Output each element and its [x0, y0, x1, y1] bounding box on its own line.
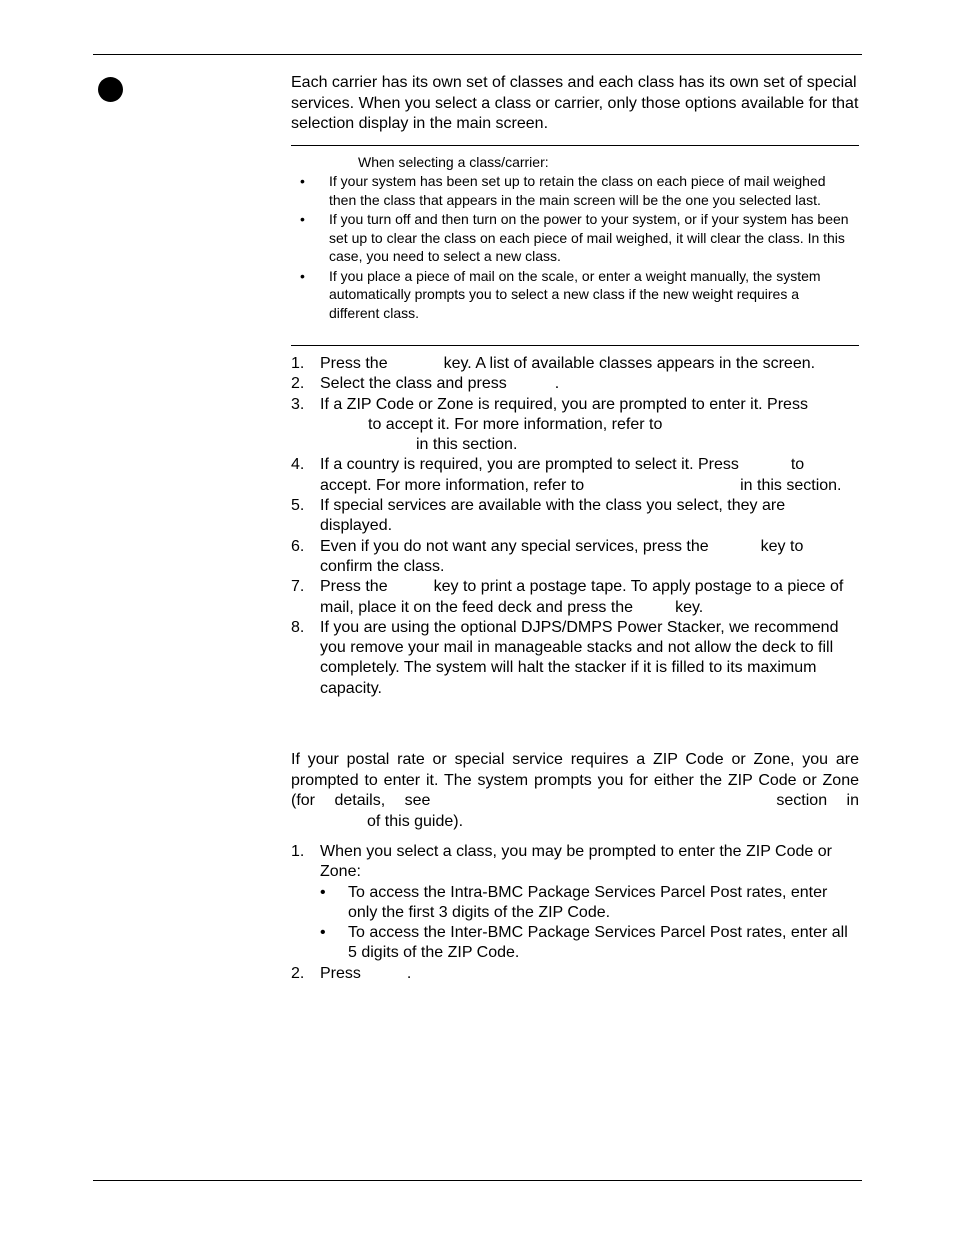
bullet-icon: •	[320, 883, 326, 901]
step-text: in this section.	[416, 436, 518, 454]
step-text: When you select a class, you may be prompted to enter the ZIP Code or Zone:	[320, 843, 832, 881]
step-text: If special services are available with the class you select, they are displayed.	[320, 497, 786, 535]
step-number: 4.	[291, 456, 305, 474]
step-text: to accept. For more information, refer to	[320, 456, 805, 494]
zip-intro-paragraph	[291, 750, 859, 832]
note-item-text: If you turn off and then turn on the power to your system, or if your system has been set up to clear the class on each piece of mail weighed, it will clear the class. In this case, you need to select a new class.	[329, 211, 849, 264]
step-number: 1.	[291, 843, 305, 860]
zip-steps	[291, 842, 859, 984]
step-number: 5.	[291, 497, 305, 515]
bullet-icon: •	[300, 267, 305, 284]
step-text: key to confirm the class.	[320, 537, 804, 575]
sub-item-text: To access the Inter-BMC Package Services Parcel Post rates, enter all 5 digits of the ZIP Code.	[348, 924, 848, 962]
step-text: If a ZIP Code or Zone is required, you are prompted to enter it. Press	[320, 395, 808, 413]
bullet-icon: •	[320, 924, 326, 942]
step-text: key. A list of available classes appears in the screen.	[443, 355, 816, 372]
zip-intro-text: of this guide).	[367, 812, 464, 830]
note-item-text: If you place a piece of mail on the scale, or enter a weight manually, the system automatically prompts you to select a new class if the new weight requires a different class.	[329, 267, 821, 321]
step-number: 2.	[291, 964, 305, 982]
step-number: 1.	[291, 355, 305, 372]
step-text: key.	[675, 598, 704, 616]
footer-rule	[93, 1180, 862, 1181]
sub-item	[320, 923, 859, 964]
bullet-icon: •	[300, 173, 305, 189]
sub-item-text: To access the Intra-BMC Package Services Parcel Post rates, enter only the first 3 digits of the ZIP Code.	[348, 883, 828, 921]
bullet-icon: •	[300, 211, 305, 227]
step-number: 6.	[291, 537, 305, 555]
note-item	[291, 210, 859, 266]
note-item	[291, 172, 859, 209]
step-text: Select the class and press	[320, 375, 507, 393]
step-text: to accept it. For more information, refer to	[368, 415, 663, 433]
step-text: .	[554, 375, 560, 393]
intro-paragraph: Each carrier has its own set of classes and each class has its own set of special services. When you select a class or carrier, only those options available for that selection display in the main screen.	[291, 74, 859, 132]
zip-intro-text: If your postal rate or special service requires a ZIP Code or Zone, you are prompted to enter it. The system prompts you for either the ZIP Code or Zone (for details, see	[291, 751, 859, 809]
step-text: If a country is required, you are prompted to select it. Press	[320, 456, 739, 474]
step-text: .	[406, 964, 412, 982]
step-text: in this section.	[740, 476, 842, 494]
step-number: 8.	[291, 618, 305, 636]
zip-sub-list	[320, 883, 859, 964]
step-text: Press	[320, 964, 361, 982]
step-item	[291, 537, 859, 578]
step-text: key to print a postage tape. To apply postage to a piece of mail, place it on the feed deck and press the	[320, 578, 844, 616]
step-item	[291, 842, 859, 964]
step-item	[291, 577, 859, 618]
zip-intro-text: section in	[776, 792, 860, 809]
step-text: Press the	[320, 355, 388, 372]
step-text: If you are using the optional DJPS/DMPS Power Stacker, we recommend you remove your mail in manageable stacks and not allow the deck to fill completely. The system will halt the stacker if it is filled to its maximum capacity.	[320, 618, 839, 697]
class-selection-steps	[291, 354, 859, 699]
step-item	[291, 496, 859, 537]
step-item	[291, 964, 859, 984]
step-text: Even if you do not want any special services, press the	[320, 537, 709, 555]
section-marker-icon	[98, 77, 123, 102]
step-item	[291, 374, 859, 394]
step-number: 7.	[291, 578, 305, 596]
note-list	[291, 172, 859, 323]
note-heading: When selecting a class/carrier:	[358, 154, 549, 170]
step-item	[291, 455, 859, 496]
note-item-text: If your system has been set up to retain the class on each piece of mail weighed then the class that appears in the main screen will be the one you selected last.	[329, 173, 826, 208]
step-item	[291, 354, 859, 374]
step-number: 2.	[291, 375, 305, 393]
step-number: 3.	[291, 395, 305, 413]
step-item	[291, 618, 859, 699]
note-item	[291, 267, 859, 323]
header-rule	[93, 54, 862, 55]
step-item	[291, 395, 859, 456]
step-text: Press the	[320, 578, 388, 596]
note-box	[291, 145, 859, 346]
sub-item	[320, 883, 859, 924]
